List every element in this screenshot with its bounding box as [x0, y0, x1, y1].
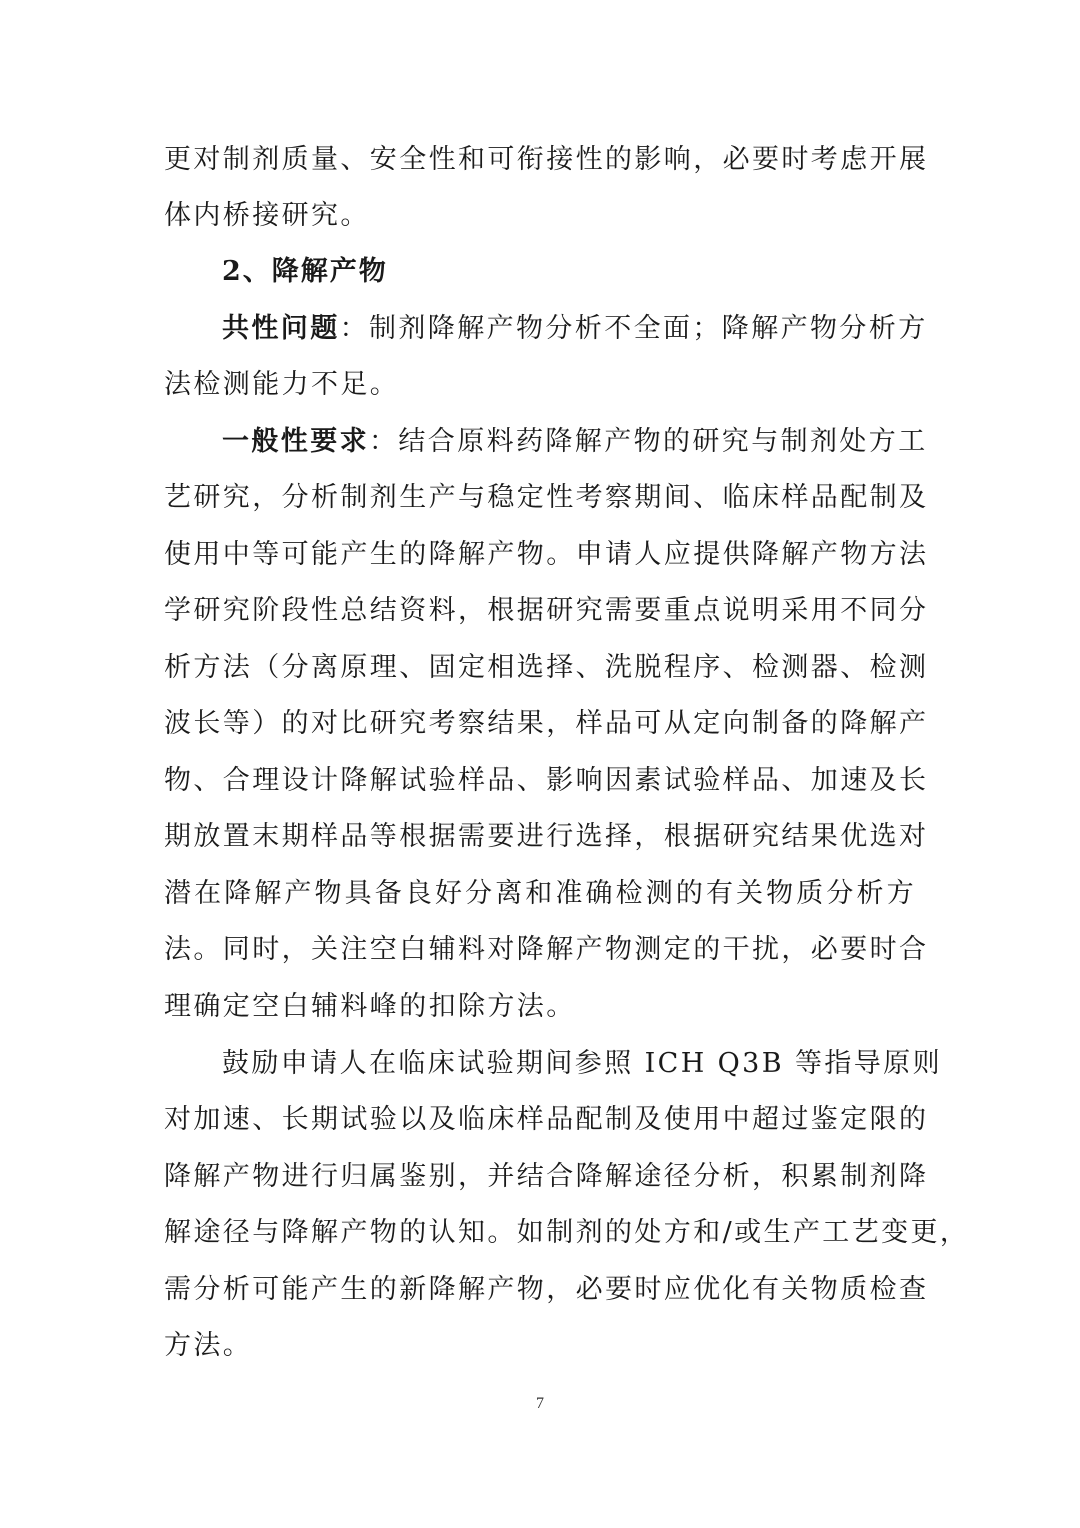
paragraph-line — [222, 309, 928, 349]
paragraph-line: 艺研究，分析制剂生产与稳定性考察期间、临床样品配制及 — [164, 482, 929, 513]
paragraph-line: 体内桥接研究。 — [164, 200, 370, 231]
paragraph-line: 降解产物进行归属鉴别，并结合降解途径分析，积累制剂降 — [164, 1161, 929, 1192]
paragraph-line: 波长等）的对比研究考察结果，样品可从定向制备的降解产 — [164, 708, 929, 739]
paragraph-line: 需分析可能产生的新降解产物，必要时应优化有关物质检查 — [164, 1274, 929, 1305]
paragraph-line: 对加速、长期试验以及临床样品配制及使用中超过鉴定限的 — [164, 1104, 929, 1135]
section-heading: 2、降解产物 — [222, 256, 388, 287]
paragraph-line: 鼓励申请人在临床试验期间参照 ICH Q3B 等指导原则 — [222, 1048, 942, 1079]
paragraph-line: 法检测能力不足。 — [164, 369, 400, 400]
paragraph-line: 潜在降解产物具备良好分离和准确检测的有关物质分析方 — [164, 878, 916, 909]
common-issues-label: 共性问题 — [222, 313, 340, 344]
paragraph-line: 更对制剂质量、安全性和可衔接性的影响，必要时考虑开展 — [164, 144, 929, 175]
common-issues-text: ：制剂降解产物分析不全面；降解产物分析方 — [339, 313, 928, 344]
paragraph-line: 理确定空白辅料峰的扣除方法。 — [164, 991, 576, 1022]
page-number: 7 — [536, 1395, 544, 1412]
paragraph-line: 期放置末期样品等根据需要进行选择，根据研究结果优选对 — [164, 821, 929, 852]
paragraph-line: 物、合理设计降解试验样品、影响因素试验样品、加速及长 — [164, 765, 929, 796]
paragraph-line: 方法。 — [164, 1330, 253, 1361]
paragraph-line — [222, 422, 928, 462]
paragraph-line: 法。同时，关注空白辅料对降解产物测定的干扰，必要时合 — [164, 934, 929, 965]
paragraph-line: 解途径与降解产物的认知。如制剂的处方和/或生产工艺变更， — [164, 1217, 970, 1248]
paragraph-line: 使用中等可能产生的降解产物。申请人应提供降解产物方法 — [164, 539, 929, 570]
general-requirements-text: ：结合原料药降解产物的研究与制剂处方工 — [369, 426, 928, 457]
general-requirements-label: 一般性要求 — [222, 426, 369, 457]
paragraph-line: 学研究阶段性总结资料，根据研究需要重点说明采用不同分 — [164, 595, 929, 626]
paragraph-line: 析方法（分离原理、固定相选择、洗脱程序、检测器、检测 — [164, 652, 929, 683]
